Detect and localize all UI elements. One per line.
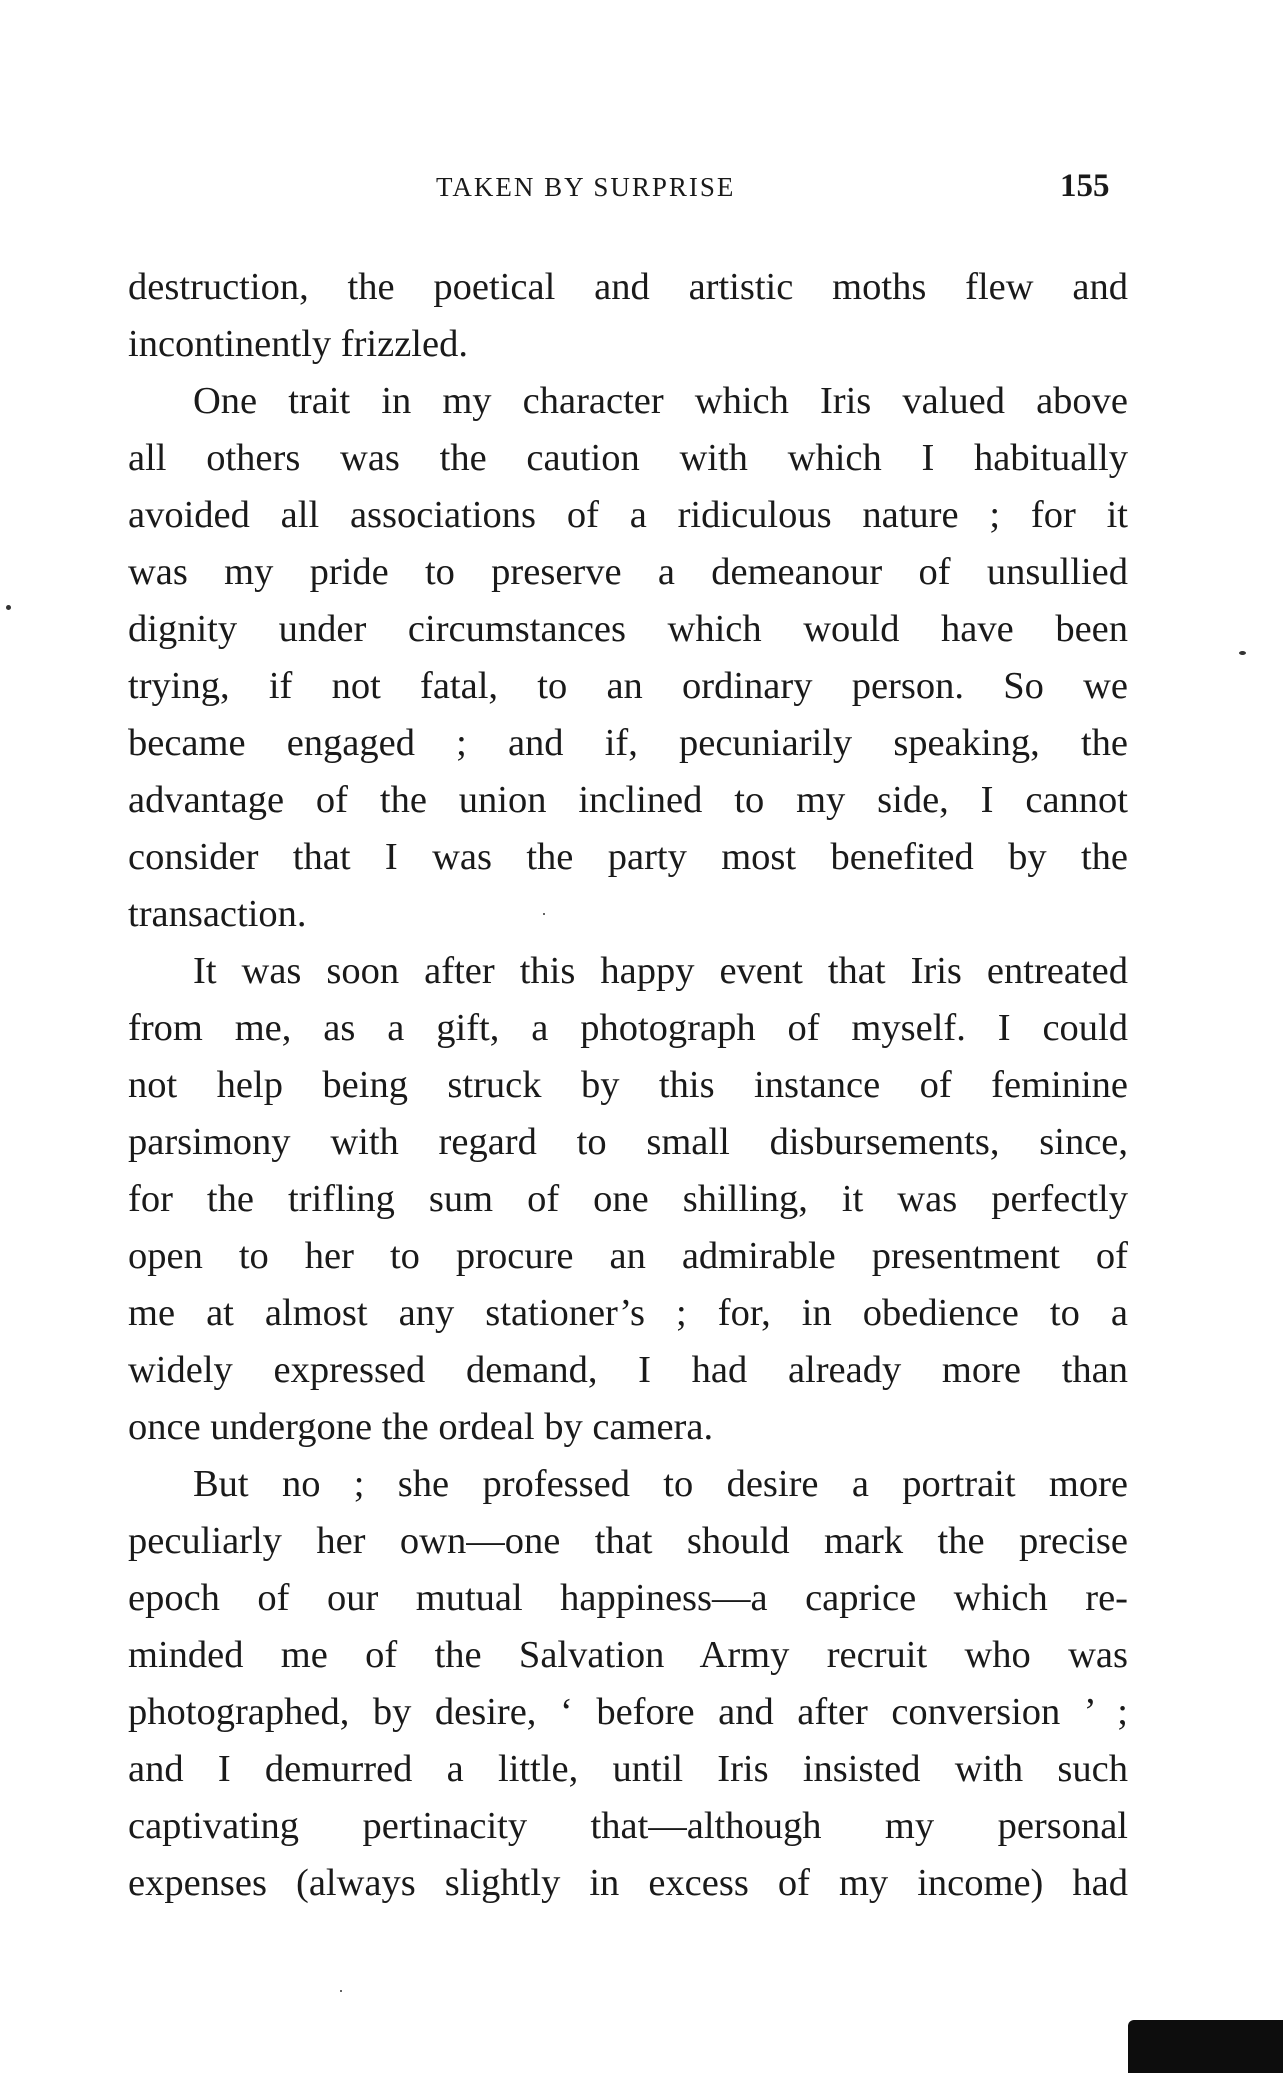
text-line: photographed, by desire, ‘ before and after conversion ’ ; bbox=[128, 1691, 1128, 1733]
text-line: became engaged ; and if, pecuniarily speaking, the bbox=[128, 722, 1128, 764]
text-line: avoided all associations of a ridiculous nature ; for it bbox=[128, 494, 1128, 536]
text-line: consider that I was the party most benefited by the bbox=[128, 836, 1128, 878]
text-line: destruction, the poetical and artistic moths flew and bbox=[128, 266, 1128, 308]
text-line: It was soon after this happy event that Iris entreated bbox=[193, 950, 1128, 992]
text-line: not help being struck by this instance of feminine bbox=[128, 1064, 1128, 1106]
text-line: was my pride to preserve a demeanour of unsullied bbox=[128, 551, 1128, 593]
scan-edge-mark bbox=[1128, 2020, 1283, 2073]
text-line: minded me of the Salvation Army recruit who was bbox=[128, 1634, 1128, 1676]
text-line: captivating pertinacity that—although my personal bbox=[128, 1805, 1128, 1847]
text-line: open to her to procure an admirable presentment of bbox=[128, 1235, 1128, 1277]
text-line: peculiarly her own—one that should mark the precise bbox=[128, 1520, 1128, 1562]
scan-speck bbox=[543, 913, 545, 915]
text-line: epoch of our mutual happiness—a caprice which re- bbox=[128, 1577, 1128, 1619]
text-line: One trait in my character which Iris valued above bbox=[193, 380, 1128, 422]
text-line: trying, if not fatal, to an ordinary person. So we bbox=[128, 665, 1128, 707]
text-line: all others was the caution with which I habitually bbox=[128, 437, 1128, 479]
scan-speck bbox=[1239, 651, 1246, 655]
text-line: transaction. bbox=[128, 893, 307, 935]
body-text bbox=[128, 259, 1128, 1912]
text-line: incontinently frizzled. bbox=[128, 323, 468, 365]
text-line: expenses (always slightly in excess of my income) had bbox=[128, 1862, 1128, 1904]
text-line: widely expressed demand, I had already more than bbox=[128, 1349, 1128, 1391]
text-line: from me, as a gift, a photograph of myself. I could bbox=[128, 1007, 1128, 1049]
text-line: parsimony with regard to small disbursements, since, bbox=[128, 1121, 1128, 1163]
running-title: TAKEN BY SURPRISE bbox=[436, 172, 736, 202]
page-number: 155 bbox=[1060, 168, 1110, 204]
scan-speck bbox=[340, 1990, 342, 1992]
text-line: for the trifling sum of one shilling, it was perfectly bbox=[128, 1178, 1128, 1220]
text-line: advantage of the union inclined to my side, I cannot bbox=[128, 779, 1128, 821]
text-line: dignity under circumstances which would have been bbox=[128, 608, 1128, 650]
text-line: once undergone the ordeal by camera. bbox=[128, 1406, 714, 1448]
text-line: But no ; she professed to desire a portrait more bbox=[193, 1463, 1128, 1505]
scan-speck bbox=[6, 605, 11, 610]
text-line: me at almost any stationer’s ; for, in obedience to a bbox=[128, 1292, 1128, 1334]
text-line: and I demurred a little, until Iris insisted with such bbox=[128, 1748, 1128, 1790]
